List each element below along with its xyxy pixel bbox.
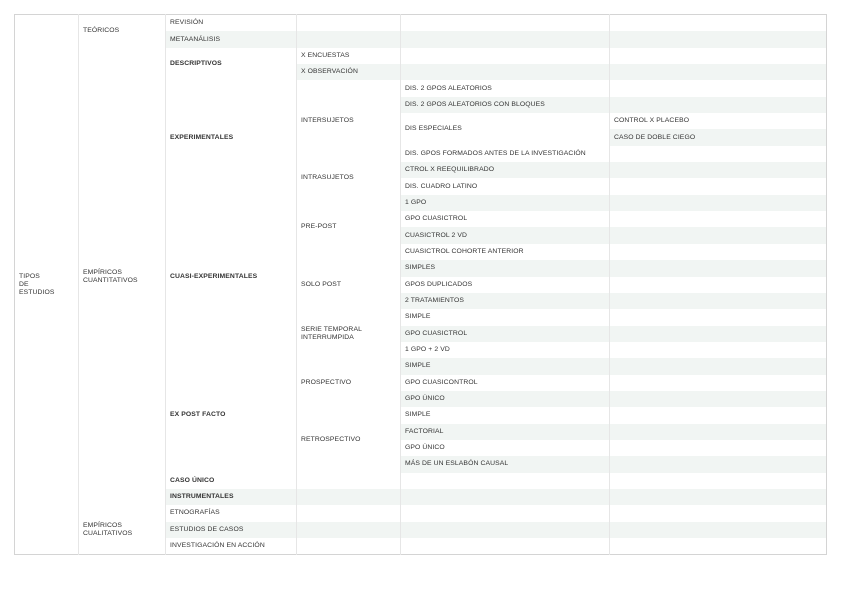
revision-label: REVISIÓN <box>170 19 204 27</box>
descriptivos-label: DESCRIPTIVOS <box>170 60 222 68</box>
retro-mas-eslabon-cell <box>401 456 610 472</box>
pre-cuasictrol-2vd-cell <box>401 227 610 243</box>
x-observacion-cell <box>297 64 401 80</box>
empty-cell <box>610 375 827 391</box>
empty-cell <box>610 391 827 407</box>
control-placebo-cell <box>610 113 827 129</box>
tipos-de-estudios-label: TIPOS DE ESTUDIOS <box>19 272 55 296</box>
serie-simple-cell <box>401 309 610 325</box>
empty-cell <box>401 538 610 555</box>
intrasujetos-cell <box>297 162 401 195</box>
table-row <box>15 48 827 64</box>
dis-cuadro-latino-label: DIS. CUADRO LATINO <box>405 182 478 190</box>
empty-cell <box>401 522 610 538</box>
table-row <box>15 15 827 32</box>
empty-cell <box>610 244 827 260</box>
serie-1gpo-2vd-label: 1 GPO + 2 VD <box>405 346 450 354</box>
retro-gpo-unico-cell <box>401 440 610 456</box>
empty-cell <box>610 80 827 96</box>
empty-cell <box>610 260 827 276</box>
empty-cell <box>610 440 827 456</box>
pro-gpo-unico-label: GPO ÚNICO <box>405 395 445 403</box>
retro-factorial-label: FACTORIAL <box>405 427 444 435</box>
tipos-de-estudios-cell <box>15 15 79 555</box>
serie-1gpo-2vd-cell <box>401 342 610 358</box>
empty-cell <box>297 522 401 538</box>
empty-cell <box>401 48 610 64</box>
cuasi-experimentales-cell <box>166 195 297 358</box>
cuasi-experimentales-label: CUASI-EXPERIMENTALES <box>170 272 258 280</box>
retro-simple-label: SIMPLE <box>405 411 431 419</box>
empty-cell <box>610 15 827 32</box>
empty-cell <box>401 31 610 47</box>
retrospectivo-label: RETROSPECTIVO <box>301 435 361 443</box>
empty-cell <box>610 64 827 80</box>
etnografias-cell <box>166 505 297 521</box>
ctrol-reequilibrado-cell <box>401 162 610 178</box>
teoricos-cell <box>79 15 166 48</box>
dis-2-aleatorios-cell <box>401 80 610 96</box>
x-observacion-label: X OBSERVACIÓN <box>301 68 358 76</box>
dis-2-bloques-label: DIS. 2 GPOS ALEATORIOS CON BLOQUES <box>405 100 545 108</box>
doble-ciego-label: CASO DE DOBLE CIEGO <box>614 133 696 141</box>
instrumentales-label: INSTRUMENTALES <box>170 493 234 501</box>
empty-cell <box>610 407 827 423</box>
table-row <box>15 505 827 521</box>
pre-cohorte-label: CUASICTROL COHORTE ANTERIOR <box>405 247 524 255</box>
empiricos-cualitativos-label: EMPÍRICOS CUALITATIVOS <box>83 521 133 537</box>
doble-ciego-cell <box>610 129 827 145</box>
caso-unico-cell <box>166 473 297 489</box>
pre-1gpo-label: 1 GPO <box>405 198 427 206</box>
empty-cell <box>610 505 827 521</box>
empty-cell <box>401 473 610 489</box>
solo-post-cell <box>297 260 401 309</box>
ex-post-facto-label: EX POST FACTO <box>170 411 226 419</box>
dis-especiales-label: DIS ESPECIALES <box>405 125 462 133</box>
empty-cell <box>610 473 827 489</box>
prospectivo-cell <box>297 358 401 407</box>
empty-cell <box>297 15 401 32</box>
empty-cell <box>401 489 610 505</box>
descriptivos-cell <box>166 48 297 81</box>
intrasujetos-label: INTRASUJETOS <box>301 174 354 182</box>
metaanalisis-cell <box>166 31 297 47</box>
empiricos-cuantitativos-cell <box>79 48 166 506</box>
study-types-table <box>14 14 827 555</box>
empty-cell <box>610 178 827 194</box>
empty-cell <box>610 227 827 243</box>
dis-gpos-formados-label: DIS. GPOS FORMADOS ANTES DE LA INVESTIGACIÓN <box>405 149 586 157</box>
empty-cell <box>610 211 827 227</box>
empty-cell <box>610 456 827 472</box>
pro-cuasicontrol-cell <box>401 375 610 391</box>
prospectivo-label: PROSPECTIVO <box>301 378 352 386</box>
empiricos-cualitativos-cell <box>79 505 166 555</box>
dis-2-bloques-cell <box>401 97 610 113</box>
empty-cell <box>610 358 827 374</box>
empty-cell <box>297 473 401 489</box>
empty-cell <box>610 342 827 358</box>
x-encuestas-label: X ENCUESTAS <box>301 51 350 59</box>
serie-simple-label: SIMPLE <box>405 313 431 321</box>
metaanalisis-label: METAANÁLISIS <box>170 35 221 43</box>
empty-cell <box>610 326 827 342</box>
retrospectivo-cell <box>297 407 401 472</box>
pro-cuasicontrol-label: GPO CUASICONTROL <box>405 378 478 386</box>
empty-cell <box>610 309 827 325</box>
pre-gpo-cuasictrol-label: GPO CUASICTROL <box>405 215 468 223</box>
ctrol-reequilibrado-label: CTROL X REEQUILIBRADO <box>405 166 495 174</box>
control-placebo-label: CONTROL X PLACEBO <box>614 117 690 125</box>
empty-cell <box>401 15 610 32</box>
pro-simple-cell <box>401 358 610 374</box>
dis-especiales-cell <box>401 113 610 146</box>
retro-mas-eslabon-label: MÁS DE UN ESLABÓN CAUSAL <box>405 460 509 468</box>
pre-post-label: PRE-POST <box>301 223 337 231</box>
empty-cell <box>610 424 827 440</box>
teoricos-label: TEÓRICOS <box>83 27 120 35</box>
pro-gpo-unico-cell <box>401 391 610 407</box>
empty-cell <box>401 64 610 80</box>
serie-gpo-cuasictrol-label: GPO CUASICTROL <box>405 329 468 337</box>
solo-duplicados-label: GPOS DUPLICADOS <box>405 280 473 288</box>
serie-gpo-cuasictrol-cell <box>401 326 610 342</box>
solo-simples-cell <box>401 260 610 276</box>
intersujetos-label: INTERSUJETOS <box>301 117 354 125</box>
pre-post-cell <box>297 195 401 260</box>
solo-2trat-label: 2 TRATAMIENTOS <box>405 297 465 305</box>
empty-cell <box>401 505 610 521</box>
empty-cell <box>610 277 827 293</box>
caso-unico-label: CASO ÚNICO <box>170 476 215 484</box>
dis-cuadro-latino-cell <box>401 178 610 194</box>
solo-2trat-cell <box>401 293 610 309</box>
empty-cell <box>610 293 827 309</box>
pre-1gpo-cell <box>401 195 610 211</box>
dis-2-aleatorios-label: DIS. 2 GPOS ALEATORIOS <box>405 84 492 92</box>
empty-cell <box>297 489 401 505</box>
investigacion-accion-cell <box>166 538 297 555</box>
etnografias-label: ETNOGRAFÍAS <box>170 509 220 517</box>
estudios-casos-cell <box>166 522 297 538</box>
estudios-casos-label: ESTUDIOS DE CASOS <box>170 525 244 533</box>
retro-simple-cell <box>401 407 610 423</box>
solo-simples-label: SIMPLES <box>405 264 436 272</box>
instrumentales-cell <box>166 489 297 505</box>
empty-cell <box>610 146 827 162</box>
empty-cell <box>610 489 827 505</box>
empty-cell <box>297 505 401 521</box>
x-encuestas-cell <box>297 48 401 64</box>
retro-gpo-unico-label: GPO ÚNICO <box>405 444 445 452</box>
serie-temporal-cell <box>297 309 401 358</box>
solo-duplicados-cell <box>401 277 610 293</box>
serie-temporal-label: SERIE TEMPORAL INTERRUMPIDA <box>301 325 362 341</box>
solo-post-label: SOLO POST <box>301 280 342 288</box>
experimentales-label: EXPERIMENTALES <box>170 133 234 141</box>
empty-cell <box>610 538 827 555</box>
empiricos-cuantitativos-label: EMPÍRICOS CUANTITATIVOS <box>83 268 138 284</box>
empty-cell <box>297 31 401 47</box>
experimentales-cell <box>166 80 297 194</box>
empty-cell <box>610 31 827 47</box>
ex-post-facto-cell <box>166 358 297 472</box>
empty-cell <box>610 522 827 538</box>
empty-cell <box>610 162 827 178</box>
dis-gpos-formados-cell <box>401 146 610 162</box>
empty-cell <box>610 48 827 64</box>
investigacion-accion-label: INVESTIGACIÓN EN ACCIÓN <box>170 542 265 550</box>
pre-cohorte-cell <box>401 244 610 260</box>
pro-simple-label: SIMPLE <box>405 362 431 370</box>
revision-cell <box>166 15 297 32</box>
empty-cell <box>610 195 827 211</box>
retro-factorial-cell <box>401 424 610 440</box>
pre-cuasictrol-2vd-label: CUASICTROL 2 VD <box>405 231 468 239</box>
empty-cell <box>297 538 401 555</box>
empty-cell <box>610 97 827 113</box>
pre-gpo-cuasictrol-cell <box>401 211 610 227</box>
intersujetos-cell <box>297 80 401 162</box>
